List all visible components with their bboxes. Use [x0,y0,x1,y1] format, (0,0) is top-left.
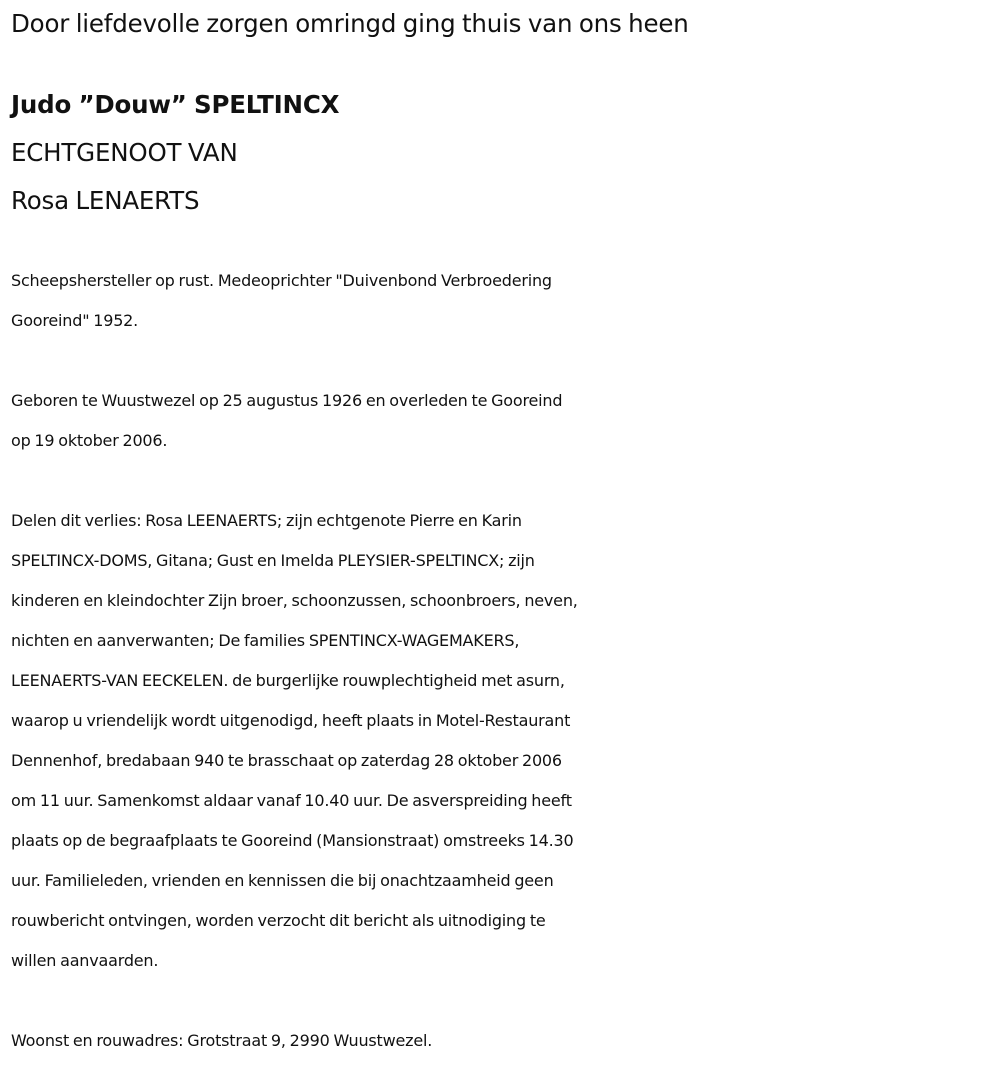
mourners-line: willen aanvaarden. [11,951,159,970]
birth-death-line: op 19 oktober 2006. [11,431,168,450]
mourners-line: uur. Familieleden, vrienden en kennissen die bij onachtzaamheid geen [11,871,554,890]
birth-death-paragraph [11,381,991,461]
relation-text: ECHTGENOOT VAN [11,138,238,167]
spouse-name: Rosa LENAERTS [11,186,200,215]
address-text: Woonst en rouwadres: Grotstraat 9, 2990 Wuustwezel. [11,1031,433,1050]
intro-text: Door liefdevolle zorgen omringd ging thuis van ons heen [11,9,689,38]
mourners-line: kinderen en kleindochter Zijn broer, schoonzussen, schoonbroers, neven, [11,591,578,610]
mourners-line: LEENAERTS-VAN EECKELEN. de burgerlijke rouwplechtigheid met asurn, [11,671,565,690]
mourners-line: Delen dit verlies: Rosa LEENAERTS; zijn echtgenote Pierre en Karin [11,511,522,530]
mourners-line: om 11 uur. Samenkomst aldaar vanaf 10.40 uur. De asverspreiding heeft [11,791,572,810]
mourners-line: Dennenhof, bredabaan 940 te brasschaat op zaterdag 28 oktober 2006 [11,751,562,770]
mourners-paragraph [11,501,991,981]
birth-death-line: Geboren te Wuustwezel op 25 augustus 1926 en overleden te Gooreind [11,391,563,410]
occupation-paragraph [11,261,991,341]
address-paragraph [11,1021,991,1061]
mourners-line: plaats op de begraafplaats te Gooreind (Mansionstraat) omstreeks 14.30 [11,831,574,850]
deceased-name: Judo ”Douw” SPELTINCX [11,90,340,119]
mourners-line: SPELTINCX-DOMS, Gitana; Gust en Imelda PLEYSIER-SPELTINCX; zijn [11,551,535,570]
mourners-line: nichten en aanverwanten; De families SPENTINCX-WAGEMAKERS, [11,631,520,650]
occupation-line: Scheepshersteller op rust. Medeoprichter "Duivenbond Verbroedering [11,271,552,290]
mourners-line: rouwbericht ontvingen, worden verzocht dit bericht als uitnodiging te [11,911,546,930]
occupation-line: Gooreind" 1952. [11,311,139,330]
mourners-line: waarop u vriendelijk wordt uitgenodigd, heeft plaats in Motel-Restaurant [11,711,571,730]
